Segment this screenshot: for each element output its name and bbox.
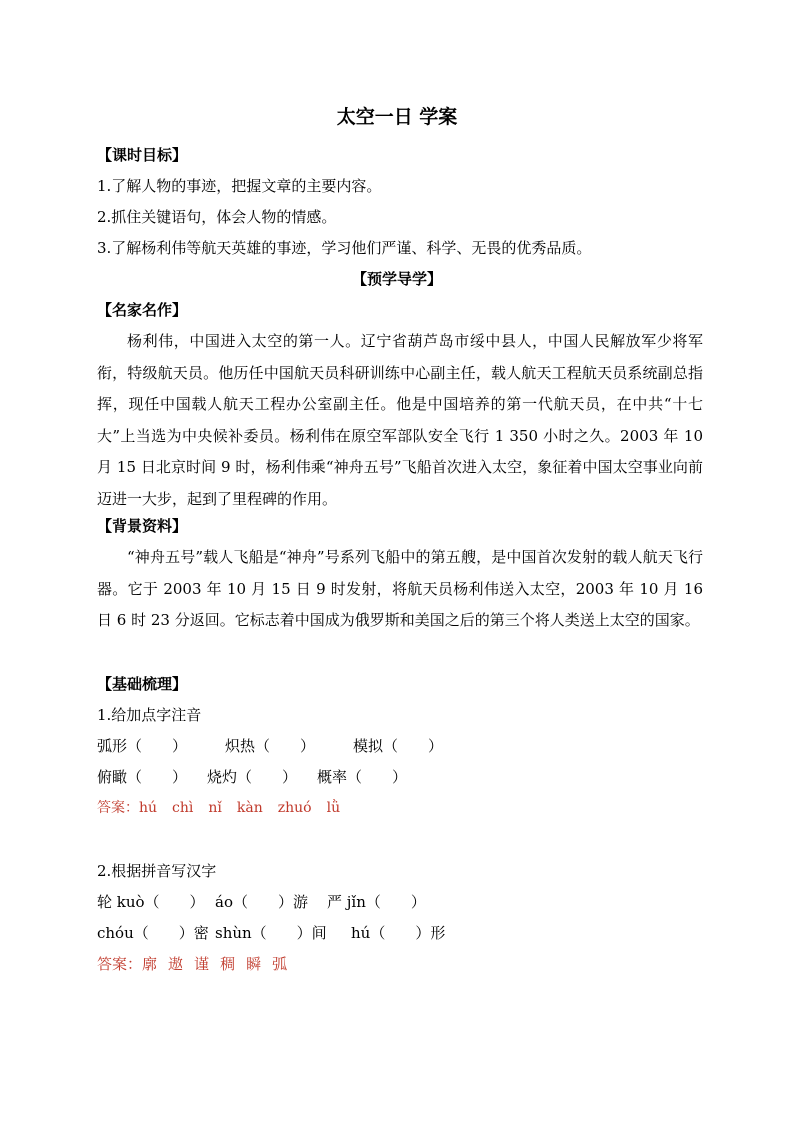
answer-label: 答案：	[97, 800, 139, 816]
answer-item: lǜ	[326, 800, 341, 816]
q1-row-2	[97, 767, 407, 787]
q2-item: 轮 kuò（ ）	[97, 893, 205, 911]
page-title: 太空一日 学案	[336, 106, 458, 128]
goals-heading: 【课时目标】	[97, 146, 188, 164]
famous-paragraph: 杨利伟，中国进入太空的第一人。辽宁省葫芦岛市绥中县人，中国人民解放军少将军衔，特级航天员。他历任中国航天员科研训练中心副主任，载人航天工程航天员系统副总指挥，现任中国载人航天工程办公室副主任。他是中国培养的第一代航天员，在中共“十七大”上当选为中央候补委员。杨利伟在原空军部队安全飞行 1 350 小时之久。2003 年 10 月 15 日北京时间 9 时，杨利伟乘“神舟五号”飞船首次进入太空，象征着中国太空事业向前迈进一大步，起到了里程碑的作用。	[97, 332, 703, 508]
q2-row-2	[97, 923, 445, 943]
q1-item: 概率（ ）	[317, 768, 408, 786]
answer-char: 稠	[220, 955, 236, 973]
background-paragraph: “神舟五号”载人飞船是“神舟”号系列飞船中的第五艘，是中国首次发射的载人航天飞行器。它于 2003 年 10 月 15 日 9 时发射，将航天员杨利伟送入太空，2003 年 10 月 16 日 6 时 23 分返回。它标志着中国成为俄罗斯和美国之后的第三个将人类送上太空的国家。	[97, 548, 703, 629]
q2-item: 严 jǐn（ ）	[327, 893, 426, 911]
q2-answer	[97, 954, 298, 974]
q2-item: hú（ ）形	[351, 924, 446, 942]
q1-item: 弧形（ ）	[97, 737, 188, 755]
goal-item-2: 2.抓住关键语句，体会人物的情感。	[97, 208, 337, 226]
goal-item-1: 1.了解人物的事迹，把握文章的主要内容。	[97, 177, 382, 195]
answer-char: 谨	[194, 955, 210, 973]
answer-item: kàn	[236, 800, 263, 816]
q2-prompt: 2.根据拼音写汉字	[97, 862, 217, 880]
answer-item: zhuó	[277, 800, 312, 816]
answer-label: 答案：	[97, 955, 143, 973]
q2-item: chóu（ ）密	[97, 924, 209, 942]
answer-char: 廓	[142, 955, 158, 973]
q1-item: 模拟（ ）	[353, 737, 444, 755]
answer-char: 弧	[272, 955, 288, 973]
q1-answer	[97, 798, 355, 818]
answer-item: nǐ	[208, 800, 222, 816]
q2-item: shùn（ ）间	[215, 924, 327, 942]
q1-item: 俯瞰（ ）	[97, 768, 188, 786]
answer-item: hú	[139, 800, 158, 816]
goal-item-3: 3.了解杨利伟等航天英雄的事迹，学习他们严谨、科学、无畏的优秀品质。	[97, 239, 592, 257]
answer-item: chì	[172, 800, 194, 816]
q1-item: 炽热（ ）	[225, 737, 316, 755]
answer-char: 遨	[168, 955, 184, 973]
q2-row-1	[97, 892, 426, 912]
answer-char: 瞬	[246, 955, 262, 973]
background-heading: 【背景资料】	[97, 517, 188, 535]
q1-prompt: 1.给加点字注音	[97, 706, 202, 724]
basics-heading: 【基础梳理】	[97, 675, 188, 693]
famous-heading: 【名家名作】	[97, 301, 188, 319]
preview-heading: 【预学导学】	[351, 270, 442, 288]
q1-row-1	[97, 736, 443, 756]
q2-item: áo（ ）游	[215, 893, 308, 911]
q1-item: 烧灼（ ）	[207, 768, 298, 786]
